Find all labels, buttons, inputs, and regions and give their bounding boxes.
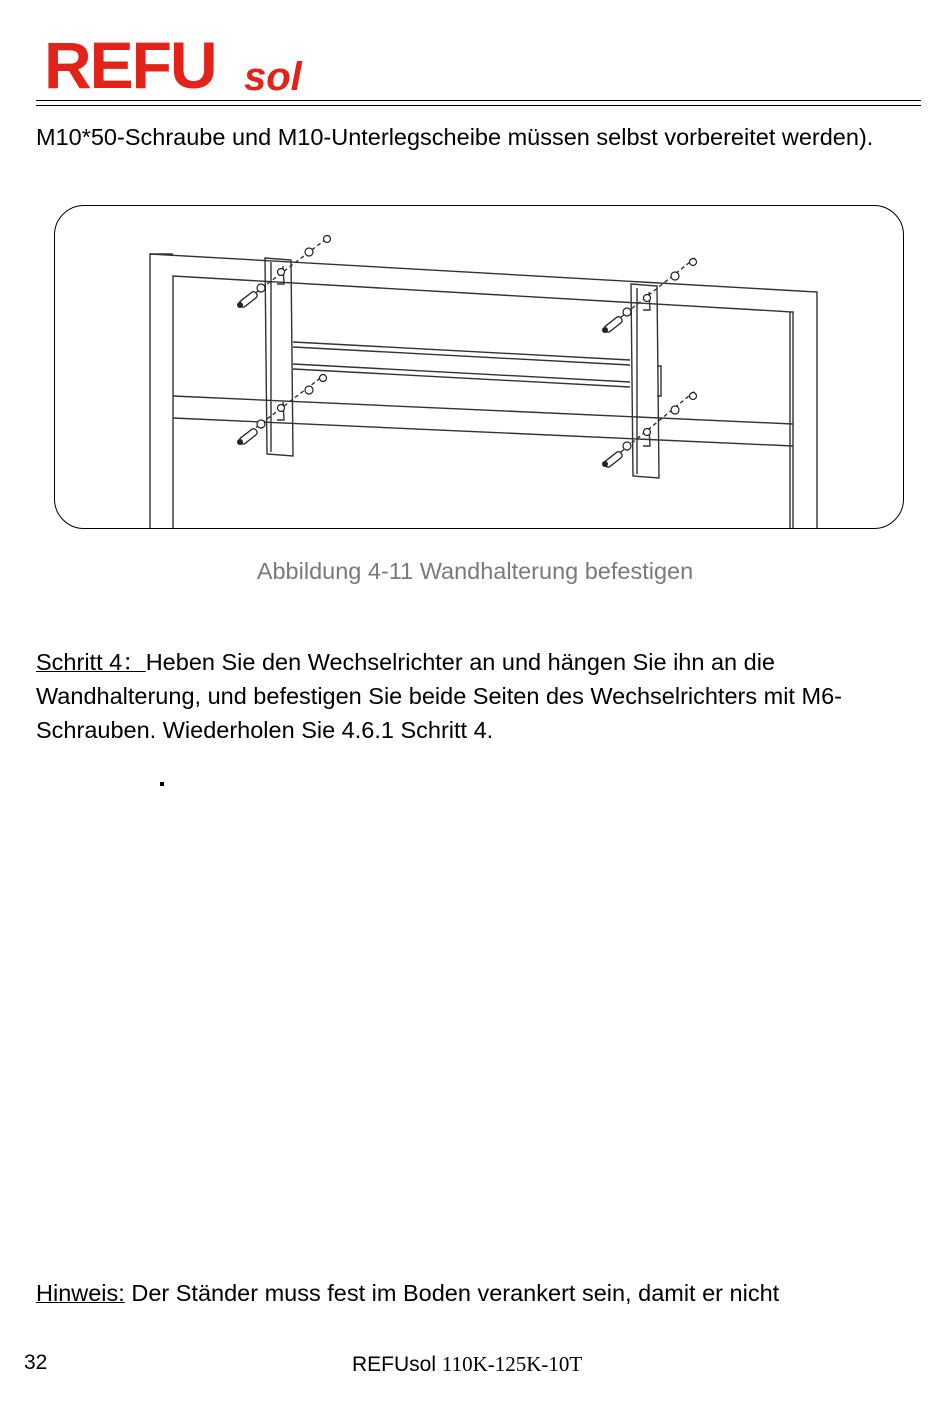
paragraph-screw-note: M10*50-Schraube und M10-Unterlegscheibe müssen selbst vorbereitet werden). bbox=[36, 124, 874, 150]
wall-bracket-illustration bbox=[55, 206, 903, 528]
step-label: Schritt 4： bbox=[36, 649, 146, 675]
footer-brand: REFUsol bbox=[352, 1353, 437, 1376]
header-rule-thick bbox=[36, 100, 921, 101]
note-paragraph bbox=[36, 1276, 931, 1310]
step-text: Heben Sie den Wechselrichter an und hängen Sie ihn an die Wandhalterung, und befestigen Sie beide Seiten des Wechselrichters mit M6-Schrauben. Wiederholen Sie 4.6.1 Schritt 4. bbox=[36, 649, 842, 743]
stray-mark bbox=[160, 782, 164, 786]
note-label: Hinweis: bbox=[36, 1280, 125, 1306]
logo-suffix-text: sol bbox=[244, 55, 302, 98]
logo-brand-text: REFU bbox=[44, 28, 216, 98]
header-rule-thin bbox=[36, 105, 921, 106]
footer-product bbox=[352, 1352, 582, 1377]
figure-caption: Abbildung 4-11 Wandhalterung befestigen bbox=[256, 558, 694, 584]
note-text: Der Ständer muss fest im Boden verankert sein, damit er nicht bbox=[131, 1280, 780, 1306]
step-4-paragraph bbox=[36, 645, 931, 747]
refusol-logo bbox=[44, 28, 344, 98]
wall-bracket-figure bbox=[54, 205, 904, 529]
footer-model: 110K-125K-10T bbox=[441, 1352, 583, 1376]
page-number: 32 bbox=[24, 1351, 48, 1374]
